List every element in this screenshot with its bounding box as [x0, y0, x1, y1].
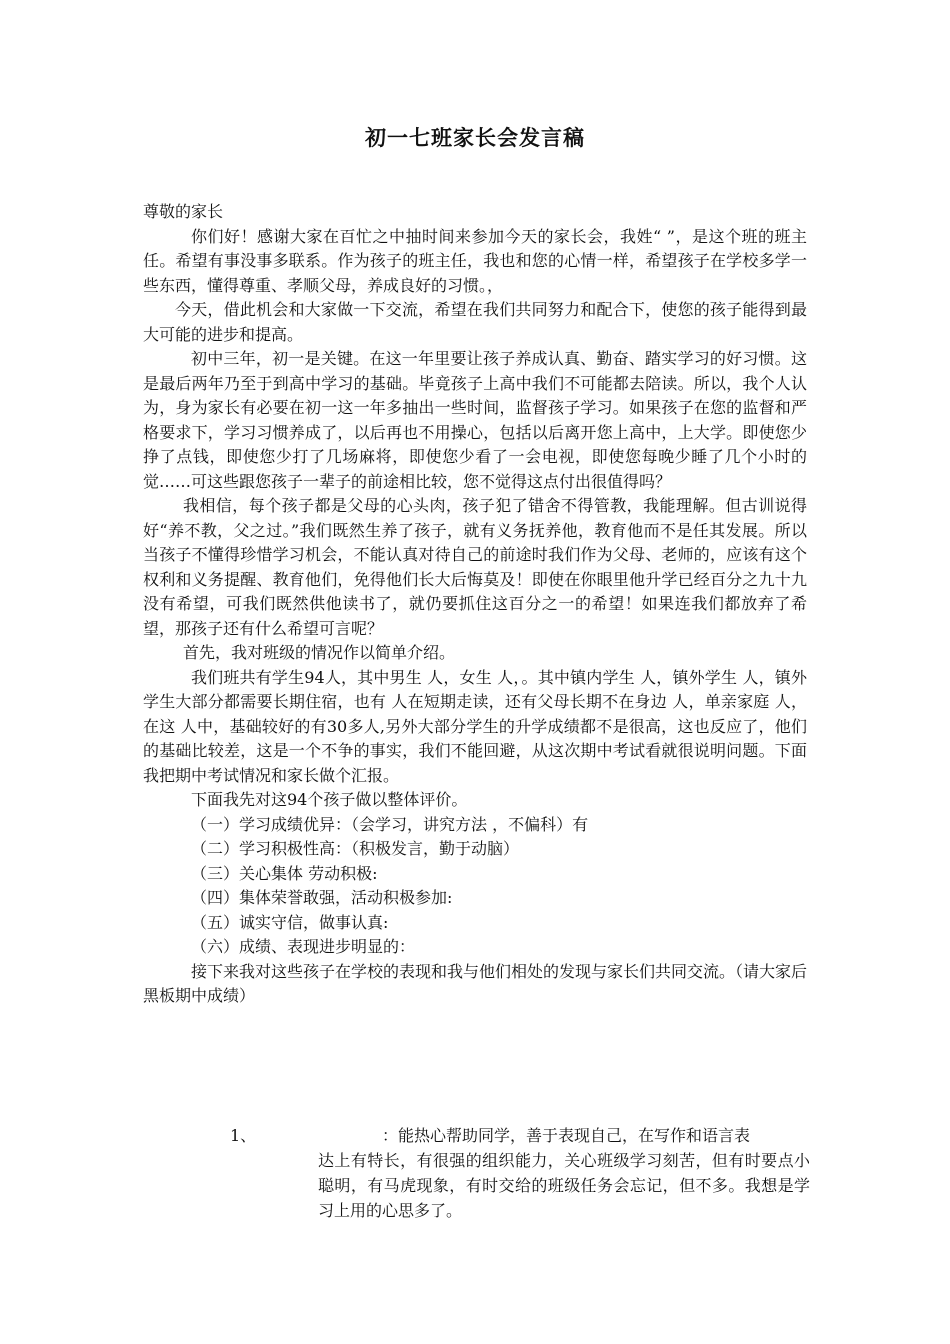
numbered-item-text: 达上有特长，有很强的组织能力，关心班级学习刻苦，但有时要点小聪明，有马虎现象，有时交给的班级任务会忘记，但不多。我想是学习上用的心思多了。: [318, 1151, 810, 1220]
evaluation-item: （四）集体荣誉敢强，活动积极参加:: [191, 888, 453, 907]
paragraph-greeting: 你们好！感谢大家在百忙之中抽时间来参加今天的家长会，我姓“ ”，是这个班的班主任。希望有事没事多联系。作为孩子的班主任，我也和您的心情一样，希望孩子在学校多学一些东西，懂得尊重、孝顺父母，养成良好的习惯。，: [143, 226, 807, 295]
paragraph-closing: 接下来我对这些孩子在学校的表现和我与他们相处的发现与家长们共同交流。（请大家后黑板期中成绩）: [143, 961, 808, 1005]
evaluation-item: （五）诚实守信，做事认真:: [191, 912, 389, 932]
evaluation-item: （一）学习成绩优异：（会学习，讲究方法 ，不偏科）有: [191, 814, 589, 834]
evaluation-item: （三）关心集体 劳动积极:: [191, 863, 378, 883]
evaluation-item: （二）学习积极性高：（积极发言，勤于动脑）: [191, 839, 520, 858]
document-title: 初一七班家长会发言稿: [365, 125, 585, 150]
numbered-item-number: 1、: [230, 1126, 257, 1145]
paragraph-believe: 我相信，每个孩子都是父母的心头肉，孩子犯了错舍不得管教，我能理解。但古训说得好“养不教，父之过。”我们既然生养了孩子，就有义务抚养他，教育他而不是任其发展。所以当孩子不懂得珍惜学习机会，不能认真对待自己的前途时我们作为父母、老师的，应该有这个权利和义务提醒、教育他们，免得他们长大后悔莫及！即使在你眼里他升学已经百分之九十九没有希望，可我们既然供他读书了，就仍要抓住这百分之一的希望！如果连我们都放弃了希望，那孩子还有什么希望可言呢？: [143, 496, 807, 638]
salutation: 尊敬的家长: [143, 202, 224, 221]
paragraph-class-stats: 我们班共有学生94人，其中男生 人，女生 人，。其中镇内学生 人，镇外学生 人，镇外学生大部分都需要长期住宿，也有 人在短期走读，还有父母长期不在身边 人，单亲家庭 人，在这 人中，基础较好的有30多人,另外大部分学生的升学成绩都不是很高，这也反应了，他们的基础比较差，这是一个不争的事实，我们不能回避，从这次期中考试看就很说明问题。下面我把期中考试情况和家长做个汇报。: [143, 667, 807, 785]
paragraph-today: 今天，借此机会和大家做一下交流，希望在我们共同努力和配合下，使您的孩子能得到最大可能的进步和提高。: [143, 300, 807, 344]
evaluation-item: （六）成绩、表现进步明显的：: [191, 937, 416, 956]
numbered-item-first-line: ：能热心帮助同学，善于表现自己，在写作和语言表: [382, 1126, 751, 1145]
numbered-item-body: [318, 1148, 810, 1223]
paragraph-evaluation-intro: 下面我先对这94个孩子做以整体评价。: [191, 790, 468, 809]
paragraph-intro: 首先，我对班级的情况作以简单介绍。: [183, 643, 456, 662]
paragraph-first-year: 初中三年，初一是关键。在这一年里要让孩子养成认真、勤奋、踏实学习的好习惯。这是最后两年乃至于到高中学习的基础。毕竟孩子上高中我们不可能都去陪读。所以，我个人认为，身为家长有必要在初一这一年多抽出一些时间，监督孩子学习。如果孩子在您的监督和严格要求下，学习习惯养成了，以后再也不用操心，包括以后离开您上高中，上大学。即使您少挣了点钱，即使您少打了几场麻将，即使您少看了一会电视，即使您每晚少睡了几个小时的觉……可这些跟您孩子一辈子的前途相比较，您不觉得这点付出很值得吗？: [143, 349, 807, 491]
document-body: [143, 200, 807, 1009]
